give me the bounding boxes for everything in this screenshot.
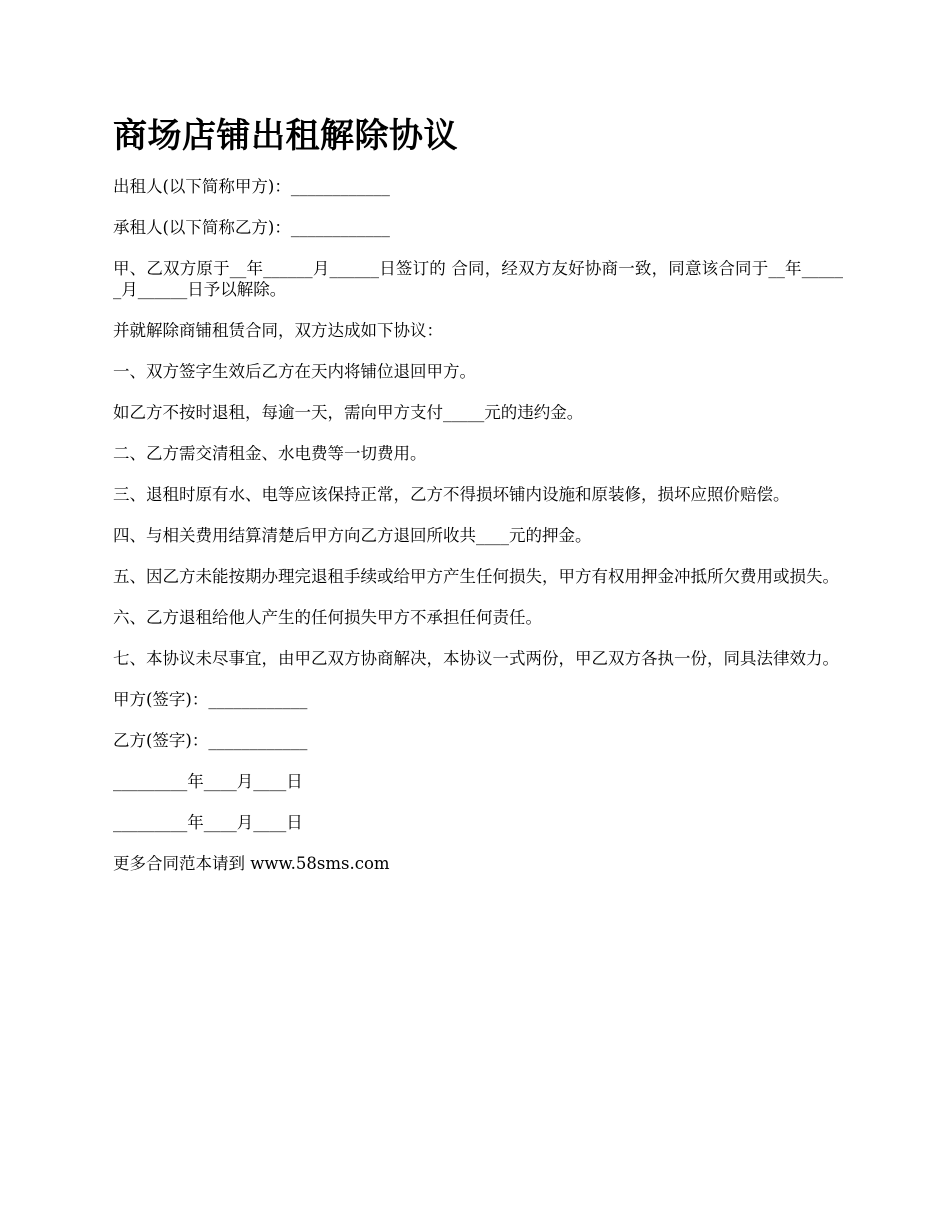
clause-4: 四、与相关费用结算清楚后甲方向乙方退回所收共____元的押金。 (113, 526, 592, 545)
clause-7: 七、本协议未尽事宜，由甲乙双方协商解决，本协议一式两份，甲乙双方各执一份，同具法律效力。 (113, 649, 839, 668)
clause-6: 六、乙方退租给他人产生的任何损失甲方不承担任何责任。 (113, 608, 542, 627)
date-line-2: _________年____月____日 (113, 813, 303, 832)
date-line-1: _________年____月____日 (113, 772, 303, 791)
clause-3: 三、退租时原有水、电等应该保持正常，乙方不得损坏铺内设施和原装修，损坏应照价赔偿。 (113, 485, 790, 504)
lessee-line: 承租人(以下简称乙方)：____________ (113, 218, 390, 237)
party-b-signature: 乙方(签字)：____________ (113, 731, 308, 750)
original-contract-paragraph: 甲、乙双方原于__年______月______日签订的 合同，经双方友好协商一致，同意该合同于__年______月______日予以解除。 (113, 259, 843, 299)
lessor-line: 出租人(以下简称甲方)：____________ (113, 177, 390, 196)
clause-2: 二、乙方需交清租金、水电费等一切费用。 (113, 444, 427, 463)
clause-5: 五、因乙方未能按期办理完退租手续或给甲方产生任何损失，甲方有权用押金冲抵所欠费用或损失。 (113, 567, 839, 586)
footer-note: 更多合同范本请到 www.58sms.com (113, 854, 390, 873)
document-title: 商场店铺出租解除协议 (113, 116, 458, 156)
document-page (113, 112, 843, 894)
clause-1-penalty: 如乙方不按时退租，每逾一天，需向甲方支付_____元的违约金。 (113, 403, 584, 422)
clause-1: 一、双方签字生效后乙方在天内将铺位退回甲方。 (113, 362, 476, 381)
party-a-signature: 甲方(签字)：____________ (113, 690, 308, 709)
agreement-intro: 并就解除商铺租赁合同，双方达成如下协议： (113, 321, 443, 340)
